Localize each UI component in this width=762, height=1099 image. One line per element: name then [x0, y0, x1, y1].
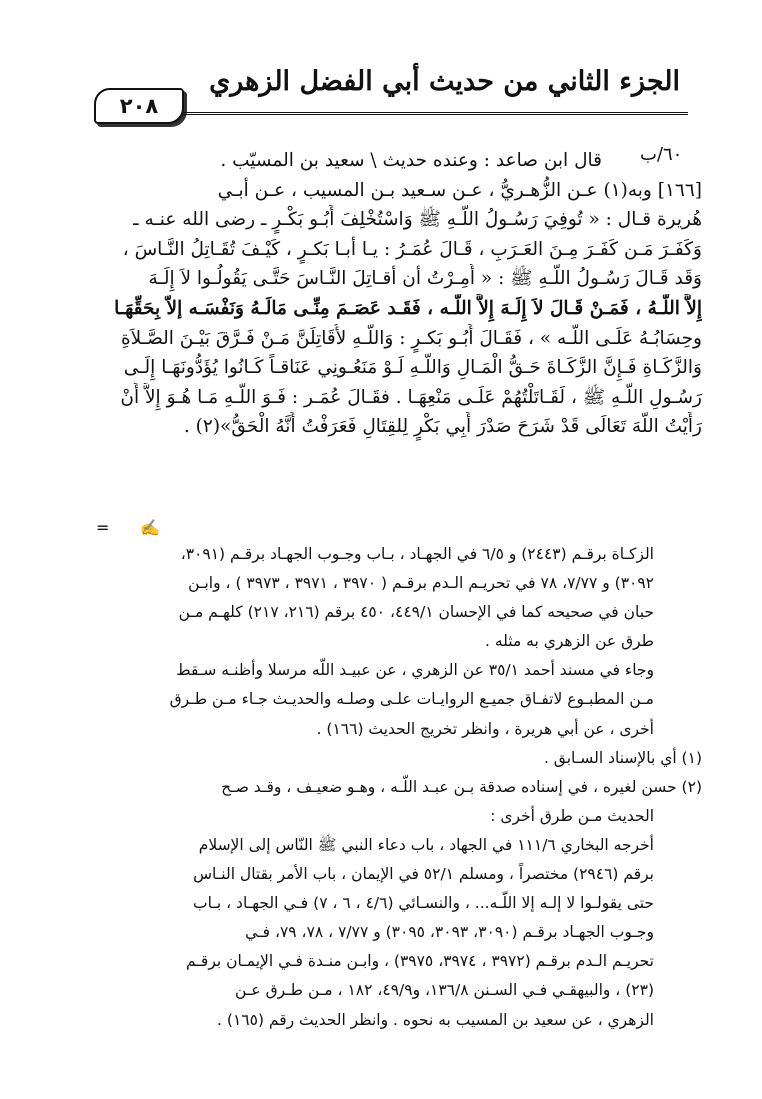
page-number: ٢٠٨ — [119, 94, 159, 118]
header-rule — [183, 112, 688, 115]
footnote-line: الزكـاة برقـم (٢٤٤٣) و ٦/٥ في الجهـاد ، بـاب وجـوب الجهـاد برقـم (٣٠٩١، — [180, 545, 654, 563]
pen-hand-icon: ✍ — [140, 518, 160, 537]
text-line: [١٦٦] وبه(١) عـن الزُّهـريُّ ، عـن سـعيد بـن المسيب ، عـن أبـي — [217, 179, 702, 201]
footnote-line: حبان في صحيحه كما في الإحسان ٤٤٩/١، ٤٥٠ برقم (٢١٦، ٢١٧) كلهـم مـن — [178, 603, 654, 622]
main-text — [96, 146, 702, 442]
footnote-line: ٣٠٩٢) و ٧/٧٧، ٧٨ في تحريـم الـدم برقـم ( ٣٩٧٠ ، ٣٩٧١ ، ٣٩٧٣ ) ، وابـن — [188, 574, 654, 593]
running-title: الجزء الثاني من حديث أبي الفضل الزهري — [209, 66, 680, 97]
text-line: وَالزَّكَـاةِ فَـإِنَّ الزَّكَـاةَ حَـقُّ الْمَـالِ وَاللَّـهِ لَـوْ مَنَعُـونِي عَنَاقـاً كَـانُوا يُؤَدُّونَهَـا إِلَـى — [123, 357, 702, 379]
footnote-line: حتى يقولـوا لا إلـه إلا اللّـه... ، والنسـائي (٤/٦ ، ٦ ، ٧) فـي الجهـاد ، بـاب — [193, 894, 654, 913]
text-line: وحِسَابُـهُ عَلَـى اللَّـه » ، فَقَـالَ أَبُـو بَكـرٍ : وَاللَّـهِ لأُقَاتِلَنَّ مَـنْ فَـرَّقَ بَيْـنَ الصَّـلاَةِ — [120, 327, 702, 349]
footnote-line: طرق عن الزهري به مثله . — [484, 632, 654, 651]
page-header — [88, 60, 688, 122]
footnote-line: وجـوب الجهـاد برقـم (٣٠٩٠، ٣٠٩٣، ٣٠٩٥) و ٧/٧٧ ، ٧٨، ٧٩، فـي — [245, 923, 654, 942]
footnote-line: (١) أي بالإسناد السـابق . — [543, 748, 702, 767]
footnote-line: الزهري ، عن سعيد بن المسيب به نحوه . وانظر الحديث رقم (١٦٥) . — [217, 1010, 654, 1029]
text-line: وَكَفَـرَ مَـن كَفَـرَ مِـنَ العَـرَبِ ، قَـالَ عُمَـرُ : يـا أبـا بَكـرٍ ، كَيْـفَ تُقَـاتِلُ النَّـاسَ ، — [122, 238, 702, 260]
footnote-line: (٢) حسن لغيره ، في إسناده صدقة بـن عبـد اللّـه ، وهـو ضعيـف ، وقـد صـح — [221, 777, 702, 796]
footnote-line: مـن المطبـوع لاتفـاق جميـع الروايـات علـى وصلـه والحديـث جـاء مـن طـرق — [169, 690, 654, 709]
text-line: رَأَيْتُ اللَّهَ تَعَالَى قَدْ شَرَحَ صَدْرَ أَبِي بَكْرٍ لِلقِتَالِ فَعَرَفْتُ أَنَّهُ الْحَقُّ»(٢) . — [183, 416, 702, 438]
footnote-line: أخرجه البخاري ١١١/٦ في الجهاد ، باب دعاء النبي ﷺ النّاس إلى الإسلام — [198, 835, 654, 854]
footnote-line: أخرى ، عن أبي هريرة ، وانظر تخريج الحديث (١٦٦) . — [316, 719, 654, 738]
footnote-line: برقم (٢٩٤٦) مختصراً ، ومسلم ٥٢/١ في الإيمان ، باب الأمر بقتال النـاس — [193, 865, 654, 884]
continuation-mark: = — [96, 518, 110, 537]
footnote-line: الحديث مـن طرق أخرى : — [490, 806, 654, 825]
footnotes — [96, 540, 702, 1035]
text-line: هُريرة قـال : « تُوفِيَ رَسُـولُ اللَّـهِ ﷺ وَاسْتُخْلِفَ أَبُـو بَكْـرٍ ـ رضى الله عنـه ـ — [133, 209, 702, 231]
text-line: قال ابن صاعد : وعنده حديث \ سعيد بن المسيّب . — [220, 150, 602, 171]
text-line: وَقَد قَـالَ رَسُـولُ اللَّـهِ ﷺ : « أُمِـرْتُ أن أقـاتِلَ النَّـاسَ حَتَّـى يَقُولُـوا لاَ إِلَـهَ — [148, 268, 702, 290]
manuscript-folio-ref: ٦٠/ب — [640, 144, 683, 165]
page-number-badge — [94, 88, 184, 124]
text-line: رَسُـولِ اللَّـهِ ﷺ ، لَقَـاتَلْتُهُمْ عَلَـى مَنْعِهَـا . فقَـالَ عُمَـر : فَـوَ اللَّـهِ مَـا هُـوَ إِلاَّ أَنْ — [120, 386, 702, 408]
footnote-line: (٢٣) ، والبيهقـي فـي السـنن ١٣٦/٨، و٤٩/٩، ١٨٢ ، مـن طـرق عـن — [235, 981, 654, 1000]
text-line: إِلاَّ اللَّـهُ ، فَمَـنْ قَـالَ لاَ إِلَـهَ إِلاَّ اللَّـه ، فَقَـد عَصَـمَ مِنِّـى مَالَـهُ وَنَفْسَـه إلاّ بِحَقِّهَـا — [114, 297, 702, 319]
footnote-line: وجاء في مسند أحمد ٣٥/١ عن الزهري ، عن عبيـد اللّه مرسلا وأظنـه سـقط — [176, 661, 654, 680]
footnote-line: تحريـم الـدم برقـم (٣٩٧٢ ، ٣٩٧٤، ٣٩٧٥) ، وابـن منـدة فـي الإيمـان برقـم — [186, 952, 654, 971]
footnote-separator — [96, 518, 160, 537]
